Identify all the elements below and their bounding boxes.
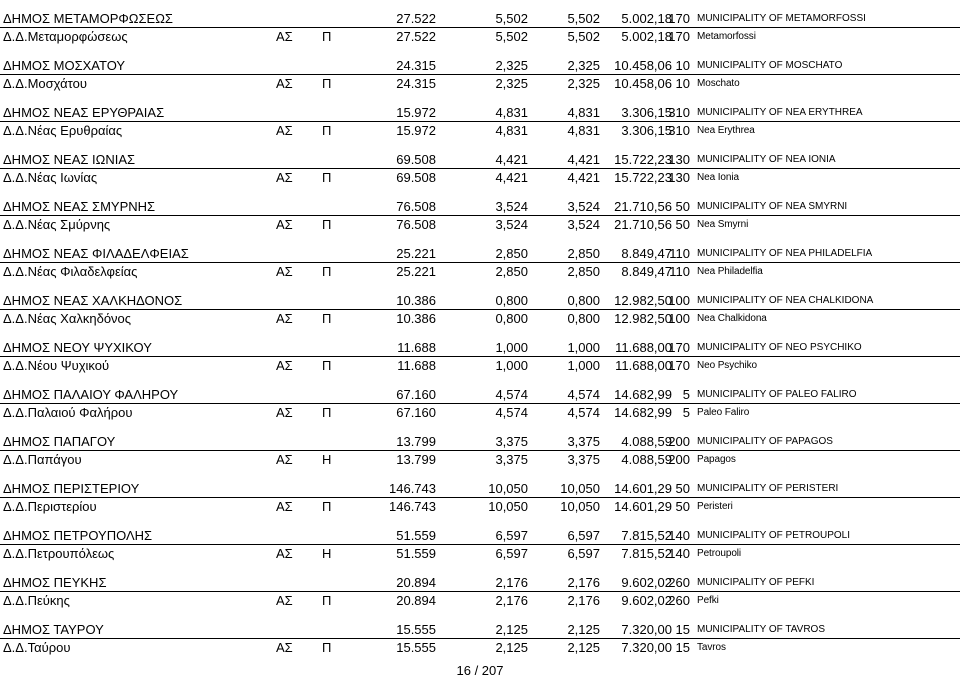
cell-a2: 4,421 [567, 152, 600, 167]
cell-cat: Π [322, 123, 332, 138]
cell-name: Δ.Δ.Πετρουπόλεως [3, 546, 115, 561]
cell-type: ΑΣ [276, 123, 293, 138]
cell-en: MUNICIPALITY OF NEA SMYRNI [697, 201, 848, 212]
cell-name: Δ.Δ.Παπάγου [3, 452, 82, 467]
cell-code: 50 [675, 217, 690, 232]
municipality-row [0, 386, 960, 404]
cell-a1: 6,597 [495, 546, 528, 561]
district-row [0, 498, 960, 516]
cell-name: Δ.Δ.Νέας Φιλαδελφείας [3, 264, 138, 279]
cell-en: Nea Chalkidona [697, 313, 767, 324]
cell-dens: 15.722,23 [614, 152, 672, 167]
cell-dens: 10.458,06 [614, 76, 672, 91]
cell-pop: 27.522 [396, 29, 436, 44]
cell-type: ΑΣ [276, 170, 293, 185]
cell-a1: 3,375 [495, 452, 528, 467]
cell-en: Neo Psychiko [697, 360, 757, 371]
cell-code: 50 [675, 199, 690, 214]
cell-name: ΔΗΜΟΣ ΝΕΑΣ ΕΡΥΘΡΑΙΑΣ [3, 105, 165, 120]
cell-a2: 0,800 [567, 293, 600, 308]
cell-code: 10 [675, 58, 690, 73]
cell-a1: 4,574 [495, 405, 528, 420]
cell-en: Petroupoli [697, 548, 742, 559]
cell-type: ΑΣ [276, 311, 293, 326]
cell-a1: 2,125 [495, 622, 528, 637]
cell-code: 100 [668, 311, 690, 326]
cell-a2: 4,831 [567, 123, 600, 138]
cell-a2: 2,176 [567, 575, 600, 590]
cell-dens: 8.849,47 [621, 264, 672, 279]
cell-en: MUNICIPALITY OF PETROUPOLI [697, 530, 850, 541]
cell-name: ΔΗΜΟΣ ΤΑΥΡΟΥ [3, 622, 104, 637]
cell-code: 10 [675, 76, 690, 91]
cell-a2: 3,524 [567, 217, 600, 232]
cell-name: Δ.Δ.Ταύρου [3, 640, 71, 655]
cell-en: Papagos [697, 454, 736, 465]
cell-type: ΑΣ [276, 217, 293, 232]
cell-a1: 3,375 [495, 434, 528, 449]
cell-pop: 15.972 [396, 105, 436, 120]
cell-dens: 5.002,18 [621, 29, 672, 44]
municipality-group [0, 292, 960, 328]
municipality-row [0, 57, 960, 75]
cell-a1: 2,125 [495, 640, 528, 655]
cell-a1: 4,831 [495, 105, 528, 120]
district-row [0, 122, 960, 140]
cell-type: ΑΣ [276, 358, 293, 373]
cell-dens: 9.602,02 [621, 593, 672, 608]
cell-code: 15 [675, 640, 690, 655]
cell-dens: 14.682,99 [614, 387, 672, 402]
municipality-group [0, 433, 960, 469]
cell-dens: 12.982,50 [614, 311, 672, 326]
municipality-row [0, 10, 960, 28]
cell-pop: 10.386 [396, 293, 436, 308]
cell-pop: 76.508 [396, 217, 436, 232]
cell-cat: Π [322, 311, 332, 326]
cell-dens: 10.458,06 [614, 58, 672, 73]
cell-code: 15 [675, 622, 690, 637]
cell-code: 310 [668, 105, 690, 120]
district-row [0, 216, 960, 234]
cell-en: MUNICIPALITY OF NEO PSYCHIKO [697, 342, 862, 353]
cell-a1: 10,050 [488, 481, 528, 496]
cell-name: ΔΗΜΟΣ ΠΑΠΑΓΟΥ [3, 434, 116, 449]
cell-cat: Π [322, 358, 332, 373]
cell-a2: 2,850 [567, 264, 600, 279]
municipality-group [0, 339, 960, 375]
cell-a2: 2,325 [567, 76, 600, 91]
municipality-row [0, 574, 960, 592]
district-row [0, 404, 960, 422]
municipality-group [0, 480, 960, 516]
cell-a1: 4,831 [495, 123, 528, 138]
cell-dens: 4.088,59 [621, 452, 672, 467]
cell-a1: 6,597 [495, 528, 528, 543]
municipality-table [0, 10, 960, 668]
cell-name: ΔΗΜΟΣ ΝΕΑΣ ΧΑΛΚΗΔΟΝΟΣ [3, 293, 183, 308]
cell-name: ΔΗΜΟΣ ΠΑΛΑΙΟΥ ΦΑΛΗΡΟΥ [3, 387, 179, 402]
municipality-group [0, 104, 960, 140]
cell-a2: 3,375 [567, 434, 600, 449]
cell-name: ΔΗΜΟΣ ΠΕΡΙΣΤΕΡΙΟΥ [3, 481, 140, 496]
cell-a2: 1,000 [567, 340, 600, 355]
cell-name: Δ.Δ.Πεύκης [3, 593, 70, 608]
municipality-row [0, 245, 960, 263]
cell-name: Δ.Δ.Νέας Ερυθραίας [3, 123, 123, 138]
cell-name: ΔΗΜΟΣ ΝΕΟΥ ΨΥΧΙΚΟΥ [3, 340, 152, 355]
cell-a2: 3,524 [567, 199, 600, 214]
district-row [0, 451, 960, 469]
cell-a2: 0,800 [567, 311, 600, 326]
cell-en: MUNICIPALITY OF MOSCHATO [697, 60, 843, 71]
cell-a1: 1,000 [495, 358, 528, 373]
cell-code: 110 [669, 264, 690, 279]
cell-a2: 4,831 [567, 105, 600, 120]
cell-a2: 2,176 [567, 593, 600, 608]
cell-dens: 7.815,52 [621, 546, 672, 561]
cell-pop: 51.559 [396, 546, 436, 561]
cell-en: MUNICIPALITY OF NEA IONIA [697, 154, 836, 165]
cell-a1: 2,325 [495, 76, 528, 91]
cell-dens: 3.306,15 [621, 105, 672, 120]
cell-code: 200 [668, 434, 690, 449]
cell-a2: 6,597 [567, 546, 600, 561]
cell-dens: 7.320,00 [621, 640, 672, 655]
cell-pop: 15.555 [396, 640, 436, 655]
cell-a2: 5,502 [567, 11, 600, 26]
cell-en: Nea Philadelfia [697, 266, 763, 277]
cell-cat: Π [322, 499, 332, 514]
cell-en: MUNICIPALITY OF PERISTERI [697, 483, 839, 494]
cell-a1: 4,421 [495, 152, 528, 167]
cell-code: 170 [668, 29, 690, 44]
cell-type: ΑΣ [276, 593, 293, 608]
cell-dens: 7.320,00 [621, 622, 672, 637]
district-row [0, 169, 960, 187]
cell-type: ΑΣ [276, 29, 293, 44]
municipality-group [0, 57, 960, 93]
cell-name: ΔΗΜΟΣ ΝΕΑΣ ΣΜΥΡΝΗΣ [3, 199, 156, 214]
cell-a1: 2,176 [495, 593, 528, 608]
cell-pop: 25.221 [396, 246, 436, 261]
cell-cat: Π [322, 264, 332, 279]
district-row [0, 28, 960, 46]
cell-a2: 4,574 [567, 405, 600, 420]
cell-pop: 13.799 [396, 452, 436, 467]
cell-code: 260 [668, 575, 690, 590]
municipality-group [0, 574, 960, 610]
cell-pop: 51.559 [396, 528, 436, 543]
cell-name: ΔΗΜΟΣ ΝΕΑΣ ΦΙΛΑΔΕΛΦΕΙΑΣ [3, 246, 189, 261]
cell-en: MUNICIPALITY OF PALEO FALIRO [697, 389, 857, 400]
cell-a1: 4,421 [495, 170, 528, 185]
municipality-row [0, 433, 960, 451]
cell-dens: 14.601,29 [614, 481, 672, 496]
cell-a2: 10,050 [560, 499, 600, 514]
cell-code: 5 [682, 387, 690, 402]
cell-a2: 4,574 [567, 387, 600, 402]
cell-a2: 5,502 [567, 29, 600, 44]
municipality-row [0, 104, 960, 122]
municipality-row [0, 151, 960, 169]
cell-a1: 5,502 [495, 29, 528, 44]
cell-dens: 7.815,52 [621, 528, 672, 543]
cell-pop: 25.221 [396, 264, 436, 279]
municipality-group [0, 386, 960, 422]
cell-type: ΑΣ [276, 264, 293, 279]
municipality-group [0, 151, 960, 187]
cell-name: Δ.Δ.Μοσχάτου [3, 76, 87, 91]
cell-code: 200 [668, 452, 690, 467]
cell-pop: 67.160 [396, 387, 436, 402]
cell-type: ΑΣ [276, 76, 293, 91]
cell-pop: 11.688 [397, 358, 436, 373]
cell-code: 260 [668, 593, 690, 608]
cell-name: Δ.Δ.Νέας Σμύρνης [3, 217, 111, 232]
cell-a2: 3,375 [567, 452, 600, 467]
municipality-row [0, 198, 960, 216]
cell-pop: 20.894 [396, 593, 436, 608]
cell-pop: 27.522 [396, 11, 436, 26]
cell-a2: 4,421 [567, 170, 600, 185]
cell-name: Δ.Δ.Παλαιού Φαλήρου [3, 405, 133, 420]
cell-code: 140 [668, 528, 690, 543]
cell-a2: 2,125 [567, 622, 600, 637]
municipality-row [0, 480, 960, 498]
cell-name: Δ.Δ.Νέας Ιωνίας [3, 170, 98, 185]
district-row [0, 75, 960, 93]
cell-cat: Η [322, 546, 332, 561]
municipality-group [0, 245, 960, 281]
cell-pop: 69.508 [396, 170, 436, 185]
cell-en: Paleo Faliro [697, 407, 750, 418]
cell-en: MUNICIPALITY OF NEA PHILADELFIA [697, 248, 873, 259]
cell-type: ΑΣ [276, 546, 293, 561]
cell-cat: Η [322, 452, 332, 467]
cell-cat: Π [322, 29, 332, 44]
district-row [0, 310, 960, 328]
cell-pop: 10.386 [396, 311, 436, 326]
cell-dens: 9.602,02 [621, 575, 672, 590]
cell-a1: 2,850 [495, 246, 528, 261]
cell-en: MUNICIPALITY OF PAPAGOS [697, 436, 833, 447]
municipality-row [0, 621, 960, 639]
municipality-group [0, 527, 960, 563]
cell-type: ΑΣ [276, 405, 293, 420]
municipality-group [0, 10, 960, 46]
cell-pop: 76.508 [396, 199, 436, 214]
cell-en: Nea Smyrni [697, 219, 749, 230]
cell-a1: 2,850 [495, 264, 528, 279]
cell-code: 170 [668, 11, 690, 26]
cell-a1: 10,050 [488, 499, 528, 514]
cell-en: MUNICIPALITY OF NEA ERYTHREA [697, 107, 863, 118]
page-number: 16 / 207 [456, 663, 504, 678]
cell-pop: 20.894 [396, 575, 436, 590]
cell-cat: Π [322, 405, 332, 420]
cell-a2: 6,597 [567, 528, 600, 543]
cell-en: Moschato [697, 78, 740, 89]
cell-dens: 4.088,59 [621, 434, 672, 449]
cell-cat: Π [322, 76, 332, 91]
cell-code: 110 [669, 246, 690, 261]
cell-pop: 15.555 [396, 622, 436, 637]
cell-type: ΑΣ [276, 640, 293, 655]
cell-dens: 14.601,29 [614, 499, 672, 514]
cell-dens: 11.688,00 [615, 358, 672, 373]
cell-a1: 3,524 [495, 199, 528, 214]
cell-cat: Π [322, 217, 332, 232]
cell-name: ΔΗΜΟΣ ΜΟΣΧΑΤΟΥ [3, 58, 126, 73]
cell-dens: 21.710,56 [614, 217, 672, 232]
cell-name: Δ.Δ.Περιστερίου [3, 499, 97, 514]
municipality-row [0, 527, 960, 545]
district-row [0, 592, 960, 610]
cell-cat: Π [322, 170, 332, 185]
district-row [0, 545, 960, 563]
cell-dens: 3.306,15 [621, 123, 672, 138]
cell-code: 310 [668, 123, 690, 138]
cell-pop: 11.688 [397, 340, 436, 355]
cell-a2: 1,000 [567, 358, 600, 373]
district-row [0, 263, 960, 281]
cell-pop: 69.508 [396, 152, 436, 167]
district-row [0, 639, 960, 657]
cell-a1: 2,176 [495, 575, 528, 590]
cell-pop: 67.160 [396, 405, 436, 420]
cell-a1: 2,325 [495, 58, 528, 73]
cell-en: MUNICIPALITY OF METAMORFOSSI [697, 13, 866, 24]
cell-a1: 0,800 [495, 293, 528, 308]
cell-en: Tavros [697, 642, 726, 653]
cell-pop: 15.972 [396, 123, 436, 138]
cell-en: Pefki [697, 595, 719, 606]
cell-code: 130 [668, 152, 690, 167]
municipality-group [0, 198, 960, 234]
cell-a2: 2,325 [567, 58, 600, 73]
cell-name: Δ.Δ.Μεταμορφώσεως [3, 29, 128, 44]
cell-dens: 21.710,56 [614, 199, 672, 214]
cell-a2: 2,125 [567, 640, 600, 655]
cell-code: 100 [668, 293, 690, 308]
cell-a1: 0,800 [495, 311, 528, 326]
cell-pop: 146.743 [389, 481, 436, 496]
cell-en: Nea Ionia [697, 172, 739, 183]
cell-a2: 2,850 [567, 246, 600, 261]
cell-en: MUNICIPALITY OF TAVROS [697, 624, 825, 635]
municipality-row [0, 292, 960, 310]
cell-code: 130 [668, 170, 690, 185]
cell-cat: Π [322, 593, 332, 608]
cell-pop: 24.315 [396, 58, 436, 73]
cell-en: Metamorfossi [697, 31, 756, 42]
cell-pop: 24.315 [396, 76, 436, 91]
cell-en: Nea Erythrea [697, 125, 755, 136]
cell-code: 50 [675, 481, 690, 496]
cell-code: 50 [675, 499, 690, 514]
cell-code: 5 [682, 405, 690, 420]
cell-name: ΔΗΜΟΣ ΜΕΤΑΜΟΡΦΩΣΕΩΣ [3, 11, 173, 26]
district-row [0, 357, 960, 375]
municipality-row [0, 339, 960, 357]
cell-type: ΑΣ [276, 499, 293, 514]
cell-name: Δ.Δ.Νέου Ψυχικού [3, 358, 110, 373]
cell-name: ΔΗΜΟΣ ΠΕΥΚΗΣ [3, 575, 107, 590]
cell-name: ΔΗΜΟΣ ΝΕΑΣ ΙΩΝΙΑΣ [3, 152, 136, 167]
cell-dens: 15.722,23 [614, 170, 672, 185]
cell-en: MUNICIPALITY OF NEA CHALKIDONA [697, 295, 874, 306]
cell-a1: 3,524 [495, 217, 528, 232]
cell-name: ΔΗΜΟΣ ΠΕΤΡΟΥΠΟΛΗΣ [3, 528, 153, 543]
cell-type: ΑΣ [276, 452, 293, 467]
cell-dens: 14.682,99 [614, 405, 672, 420]
cell-a2: 10,050 [560, 481, 600, 496]
cell-cat: Π [322, 640, 332, 655]
cell-dens: 8.849,47 [621, 246, 672, 261]
municipality-group [0, 621, 960, 657]
cell-name: Δ.Δ.Νέας Χαλκηδόνος [3, 311, 132, 326]
cell-a1: 5,502 [495, 11, 528, 26]
cell-dens: 12.982,50 [614, 293, 672, 308]
cell-en: Peristeri [697, 501, 733, 512]
cell-pop: 13.799 [396, 434, 436, 449]
cell-code: 170 [668, 358, 690, 373]
cell-pop: 146.743 [389, 499, 436, 514]
cell-code: 140 [668, 546, 690, 561]
cell-dens: 11.688,00 [615, 340, 672, 355]
cell-a1: 1,000 [495, 340, 528, 355]
cell-a1: 4,574 [495, 387, 528, 402]
cell-en: MUNICIPALITY OF PEFKI [697, 577, 815, 588]
cell-code: 170 [668, 340, 690, 355]
cell-dens: 5.002,18 [621, 11, 672, 26]
